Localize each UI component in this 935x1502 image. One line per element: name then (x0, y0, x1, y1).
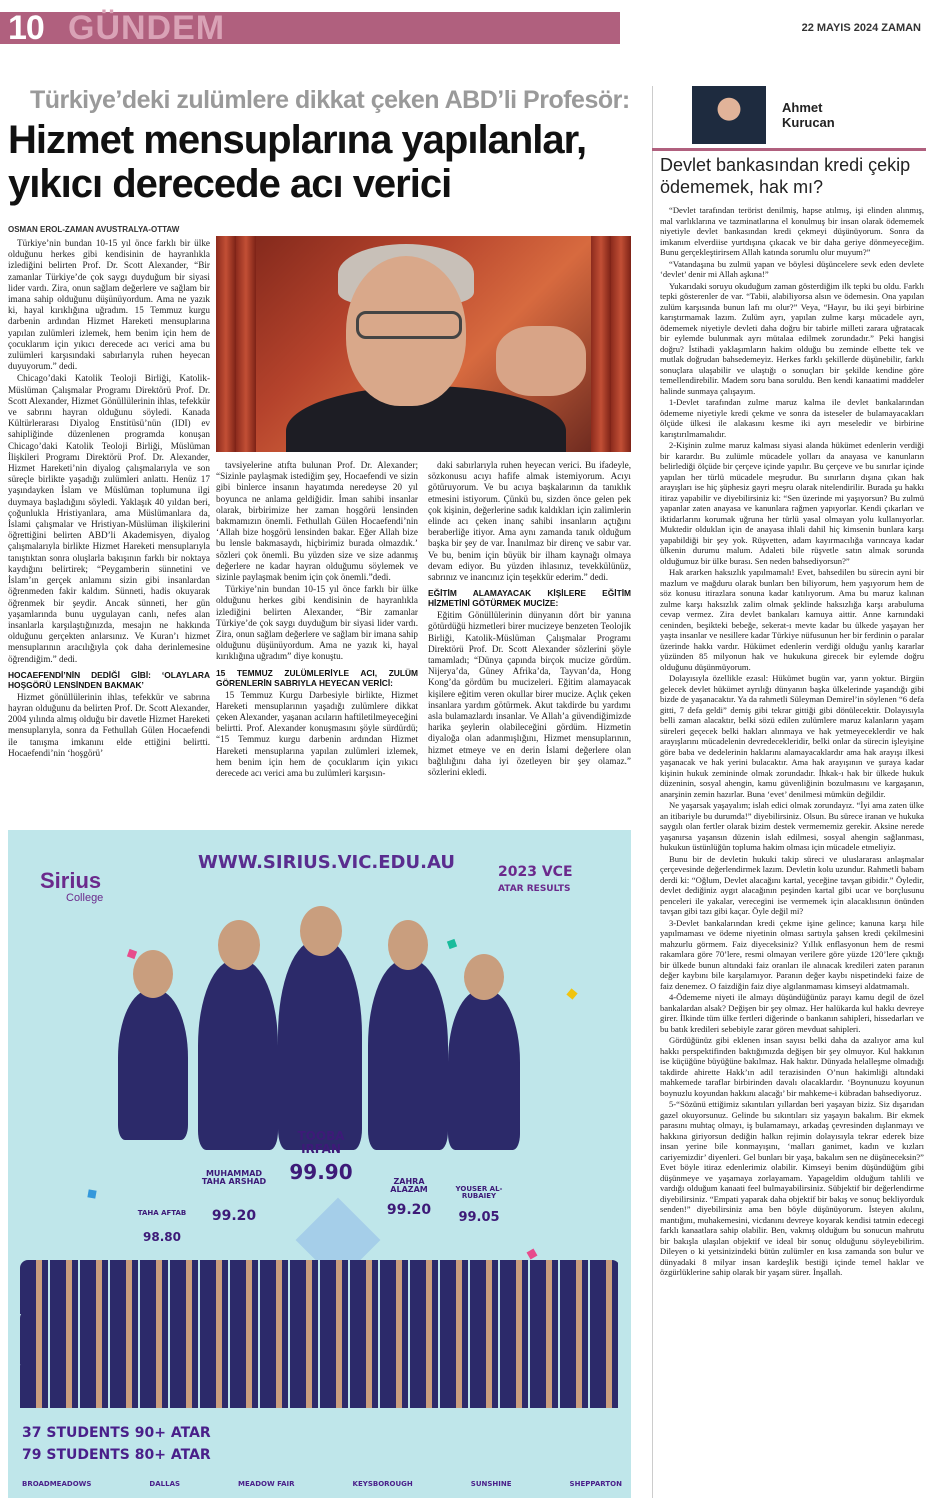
top-student-score: 98.80 (143, 1230, 181, 1244)
headline-line-2: yıkıcı derecede acı verici (8, 162, 452, 206)
ad-url: WWW.SIRIUS.VIC.EDU.AU (198, 852, 455, 873)
graduate-face (133, 950, 173, 998)
campus-list (22, 1480, 622, 1488)
campus-name: MEADOW FAIR (238, 1480, 295, 1488)
ad-stat-80: 79 STUDENTS 80+ ATAR (22, 1447, 211, 1463)
graduate-face (388, 920, 428, 970)
paragraph: 3-Devlet bankalarından kredi çekme işine gelince; kanuna karşı hile yapılmaması ve ödeme niyetinin olması sartıyla şahsen kredi çekilmesini mahzurlu görmem. Faiz diyeceksiniz? Yıllık enflasyonun hem de resmi rakamlara göre 70’lere, resmi olmayan verilere göre yüzde 120’lere çıktığı bir ülkede bunun altındaki faiz oranları ile alınacak kredileri zaten paranın değer kaybını bile karşılamıyor. Paranın değer kaybı nispetindeki faize de faiz denemez. O faizdiğin faiz diye algılanmaması kimseyi aldatmamalı. (660, 917, 924, 991)
column-title-rule (652, 148, 926, 151)
graduate-figure (198, 960, 278, 1150)
campus-name: DALLAS (149, 1480, 181, 1488)
paragraph: Chicago’daki Katolik Teoloji Birliği, Katolik-Müslüman Çalışmalar Programı Direktörü Prof. Dr. Scott Alexander, Hizmet Gönüllülerinin ihlas, tefekkür ve sabrını hayran olduğunu söyledi. Kanada Kültürlerarası Diyalog Enstitüsü’nün (IDI) ev sahipliğinde düzenlenen programda konuşan Chicago’daki Katolik Teoloji Birliği, Müslüman İlişkileri Programı Direktörü Prof. Dr. Alexander, Hizmet Hareketi’nin diyalog çalışmalarıyla ve son süreçle birlikte yaşadığı zulümleri anlattı. Henüz 17 yaşındayken İslam ve Müslüman toplumuna ilgi duymaya başladığını söyledi. Yaklaşık 40 yıldan beri, çoğunlukla Hristiyanlara, ama Müslümanlara da, İslami çalışmalar ve Hristiyan-Müslüman ilişkilerini öğrettiğini belirten ABD’li Akademisyen, diyalog çalışmalarıyla birlikte Hizmet Hareketi mensuplarıyla tanıştıktan sonra oluşlarla bakışının farklı bir noktaya kaydığını belirtirek; “Peygamberin sünnetini ve İslam’ın gerçek anlamını sizin gibi insanlardan öğrenmeden fakir kaldım. Sünneti, hadis okuyarak öğrenmek bir şeydir. Ancak sünneti, her gün yaşamlarında bunu uygulayan canlı, nefes alan insanlarla karşılaştığınızda, mesajın ne hakkında olduğunu gerçekten anlarsınız. Ve Kuran’ı hizmet mensuplarının aracılığıyla çok daha derinlemesine öğrendiğim.” dedi. (8, 373, 210, 664)
figure-glasses (356, 311, 462, 339)
campus-name: BROADMEADOWS (22, 1480, 92, 1488)
ad-vce-subtitle: ATAR RESULTS (498, 884, 571, 894)
top-student-name: YOUSER AL-RUBAIEY (455, 1185, 503, 1201)
top-student-score: 99.90 (289, 1160, 353, 1184)
paragraph: tavsiyelerine atıfta bulunan Prof. Dr. Alexander; “Sizinle paylaşmak istediğim şey, Hocaefendi ve sizin gibi binlerce insanın hayatımda neredeyse 20 yıl boyunca ne anlama geldiğidir. İman sahibi insanlar olarak, birbirimize her zaman hoşgörü lensinden bakmamızın önemli. Fethullah Gülen Hocaefendi’nin ‘Allah bize hoşgörü lensinden bakar. Eğer Allah bize bu lensle bakmasaydı, hiçbirimiz burada olmazdık.’ sözleri çok önemli. Bu yüzden size ve size adanmış değerlere ne kadar hayran olduğumu söylemek ve sizinle paylaşmak benim için çok önemli.”dedi. (216, 460, 418, 583)
article-kicker: Türkiye’deki zulümlere dikkat çeken ABD’li Profesör: (30, 86, 630, 114)
ad-logo: Sirius (40, 868, 102, 893)
page-number: 10 (8, 9, 44, 47)
article-column-2 (216, 460, 418, 828)
paragraph: 2-Kişinin zulme maruz kalması siyasi alanda hükümet edenlerin verdiği bir karardır. Bu zulümle mücadele yolları da anayasa ve kanunların belirlediği ölçüde bir çerçeve içinde yapılır. Bu çerçeve ve bu sınırlar içinde yapılan her türlü mücadele meşrudur. Bu sınırların dışına çıkan hak arayışları ise hiç şüphesiz gayri meşru olarak nitelendirilir. Burada şu hakkı itiraz yapabilir ve diyebilirsiniz ki: “Sen üzerinde mi yaşıyorsun? Bu zulmü yapanlar zaten anayasa ve kanunlara rağmen yapıyorlar. Kendi çıkarları ve iktidarlarını korumak uğruna her türlü yasal olmayan yolu kullanıyorlar. Muktedir olduklan için de anayasa ihlali dahil hiç kimsenin bunlara karşı yapabildiği bir şey yok. Rüşvetten, adam kayırmacılığa varıncaya kadar ülkenin durumu malum. Adaleti bile rüşvetle satın almak sorunda olduğumuz bir ülke burası. Sen neden bahsediyorsun?” (660, 440, 924, 566)
top-student-name: TOOBA IRFAN (297, 1129, 345, 1156)
article-column-1 (8, 238, 210, 828)
paragraph: 15 Temmuz Kurgu Darbesiyle birlikte, Hizmet Hareketi mensuplarının yaşadığı zulümlere dikkat çeken Alexander, yaşanan acıların haftiletilmeyeceğini belirtti. Prof. Alexander konuşmasını şöyle sürdürdü; “15 Temmuz kurgu darbenin ardından Hizmet Hareketi mensuplarına yapılan zulümleri izlemek, hem benim için hem de çocuklarım için yıkıcı derecede acı verici ama bu zulümleri karşısın- (216, 689, 418, 779)
top-student-name: MUHAMMAD TAHA ARSHAD (201, 1169, 267, 1187)
graduate-row (20, 1358, 620, 1408)
top-student-name: ZAHRA ALAZAM (390, 1177, 428, 1195)
graduate-figure (448, 990, 520, 1150)
byline: OSMAN EROL-ZAMAN AVUSTRALYA-OTTAW (8, 225, 180, 234)
paragraph: 4-Ödememe niyeti ile almayı düşündüğünüz parayı kamu degil de özel bankalardan alsak? Değişen bir şey olmaz. Her halükarda kul hakkı devreye girer. İlkinde tüm ülke fertleri diğerinde o bankanın sahipleri, hissedarları ve bu batık kredileri sebebiyle zarar gören mevduat sahipleri. (660, 992, 924, 1034)
subheading: EĞİTİM ALAMAYACAK KİŞİLERE EĞİTİM HİZMETİNİ GÖTÜRMEK MUCİZE: (428, 588, 631, 609)
column-title: Devlet bankasından kredi çekip ödememek, hak mı? (660, 155, 911, 197)
paragraph: Hak ararken haksızlık yapılmamalı! Evet, bahsedilen bu sürecin ayni bir mazlum ve mağduru olarak bunları ben biliyorum, hem yaşıyorum hem de söz konusu itirazlara sonuna kadar katılıyorum. Ama bu maruz kalınan zulme karşı haksızlık zalim olmak şeklinde haksızlığa karşı arabuluma cevap vermez. Zira devlet bankaları kamuya aittir. Anne karnındaki ceninden, beşikteki bebeğe, sekerat-ı mevte kadar bu ülkede yaşayan her yaşta insanlar ve nesillere kadar Türkiye nüfusunun her bir ferdinin o paralar üzerinde hakkı vardır. Hükümet edenlerin verdiği olduğu yanlış kararlar yüzünden 85 milyonun hak ve hukukuna girecek bir eylemde doğru olduğunu düşünmüyorum. (660, 567, 924, 672)
issue-date: 22 MAYIS 2024 ZAMAN (801, 22, 921, 34)
curtain-right (591, 236, 631, 452)
sirius-college-advert (8, 830, 631, 1498)
ad-logo-subtitle: College (66, 892, 104, 904)
graduate-figure (368, 960, 448, 1150)
subheading: 15 TEMMUZ ZULÜMLERİYLE ACI, ZULÜM GÖRENLERİN SABRIYLA HEYECAN VERİCİ: (216, 667, 418, 688)
paragraph: daki sabırlarıyla ruhen heyecan verici. Bu ifadeyle, sözkonusu acıyı hafife almak istemiyorum. Acıyı götüruyorum. Ve bu acıya başkalarının da tanıklık etmesini istiyorum. Çünkü bu, sizden önce gelen pek çok kişinin, değerlerine sadık kaldıkları için zalimlerin elinde acı çeken inanç sahibi insanların açtığını beraberliğe itiyor. Ama aynı zamanda tanık olduğum başka bir şey de var. İnanılmaz bir direnç ve sabır var. Ve bu, benim için büyük bir ilham kaynağı olmaya devam ediyor. Bu yüzden ihlasınız, tevekkülünüz, sabrınız ve inancınız için teşekkür ederim.” dedi. (428, 460, 631, 583)
paragraph: 5-“Sözünü ettiğimiz sıkıntıları yıllardan beri yaşayan biziz. Siz dışarıdan gazel okuyorsunuz. Gelinde bu sıkıntıları siz yaşayın bakalım. Bir ekmek parasını muhtaç olmayı, iş bulamamayı, arkadaş çevresinden dışlanmayı ve hakkına giriyorsun dediğin halkın rejimin dolayısıyla tekrar ederek bize insan yerine bile konmayışını, ‘malları ganimet, kadın ve kızları cariyemizdir’ diyenleri. Gel bunları bir yaşa, bakalım sen ne düşüneceksin?” Evet böyle itiraz edenlerimiz olabilir. Kimseyi benim düşündüğüm gibi düşünmeye ve yaşamaya zorlayamam. Yapageldim olduğum tahlili ve vardığı olduğum kanaati feel bulmayabilirsiniz. Sübjektif bir değerlendirme diyebilirsiniz. “Empati yaparak daha objektif bir bakış ve sonuç bekliyorduk senden!” diyebilirsiniz ama ben böyle düşünüyorum. İsteyen akılını, mantığını, muhakemesini, vicdanını devreye koyarak kendisi tatmin edecegi farklı kanaatlara sahip olabilir. Ben, vakmış olduğum bu sonucun mahrutu bir bakışla ulaşılan objektif ve ideal bir sonuç olduğunu söyleyebilirim. Dileyen o ki yetsinizindeki bütün zulümler en kısa zamanda son bulur ve dünyadaki 8 milyar insan kardeşlik bestiği içinde temel haklar ve özgürlüklerine sahip olarak bir yaşam sürer. İnşallah. (660, 1099, 924, 1277)
curtain-left (216, 236, 256, 452)
paragraph: Türkiye’nin bundan 10-15 yıl önce farklı bir ülke olduğunu herkes gibi kendisinin de hayranlıkla izlediğini belirten Prof. Dr. Scott Alexander, “Bir zamanlar Türkiye’de çok saygı duyduğum bir siyasi lider vardı. Zira, onun sağlam değerlere ve sağlam bir imana sahip olduğunu düşünüyordum. Ama ne yazık ki, hayal kırıklığına uğradım. 15 Temmuz kurgu darbenin ardından Hizmet Hareketi mensuplarına yapılan zulümleri izlemek, hem benim için hem de çocuklarım için yıkıcı derecede acı verici ama bu zulümleri karşısındaki sabırlarıyla ruhen heyecan duyuyorum.” dedi. (8, 238, 210, 372)
graduate-row (20, 1260, 620, 1314)
author-photo (692, 86, 766, 144)
paragraph: 1-Devlet tarafından zulme maruz kalma ile devlet bankalarından ödememe niyetiyle kredi çekme ve sonra da isteseler de bulamayacakları ölçüde ülkesi ile alakasını kesme iki ayrı meseledir ve birbirine karıştırılmamalıdır. (660, 397, 924, 439)
page-header (0, 0, 935, 60)
author-name (782, 100, 835, 130)
column-body (660, 205, 924, 1497)
paragraph: “Devlet tarafından terörist denilmiş, hapse atılmış, işi elinden alınmış, mal varlıklarına ve tazminatlarına el konulmuş bir insan olarak ödememek niyetiyle devlet bankasından kredi çekmeyi düşünüyorum. Sonra da imkanım elverdiise yurtdışına çıkacak ve bir daha geriye dönmeyeceğim. Bunu gerçekleştirirsem Allah katında sorumlu olur muyum?” (660, 205, 924, 257)
article-column-3 (428, 460, 631, 828)
headline-line-1: Hizmet mensuplarına yapılanlar, (8, 118, 587, 162)
ad-vce-title: 2023 VCE (498, 864, 573, 880)
graduate-figure (278, 940, 362, 1150)
ad-stats (22, 1422, 211, 1466)
top-student-score: 99.20 (211, 1208, 257, 1224)
top-student-score: 99.20 (386, 1202, 432, 1218)
paragraph: Gördüğünüz gibi eklenen insan sayısı belki daha da azalıyor ama kul hakkı perspektifinden baktığımızda değişen bir şey olmuyor. Kul hakkının ise küçüğüne büyüğüne bakılmaz. Hak haktır. Dünyada helalleşme olmadığı takdirde ahirette Hakk’ın adil terazisinden O’nun hakimliği altındaki mahkemede taraflar birbirinden davalı olacaklardır. ‘Boynunuzu koyunun boynuzlu koyundan hakkını alacağı’ bir mahkeme-i kübradan bahsediyoruz. (660, 1035, 924, 1098)
campus-name: KEYSBOROUGH (352, 1480, 413, 1488)
article-headline (8, 118, 648, 206)
subheading: HOCAEFENDİ’NİN DEDİĞİ GİBİ: ‘OLAYLARA HOŞGÖRÜ LENSİNDEN BAKMAK’ (8, 669, 210, 690)
author-first-name: Ahmet (782, 100, 823, 115)
campus-name: SUNSHINE (470, 1480, 512, 1488)
top-student-name: TAHA AFTAB (137, 1209, 187, 1217)
graduate-row (20, 1310, 620, 1364)
graduate-figure (118, 990, 188, 1140)
professor-photo (216, 236, 631, 452)
section-title: GÜNDEM (68, 9, 226, 47)
paragraph: Eğitim Gönüllülerinin dünyanın dört bir yanına götürdüğü hizmetleri birer mucizeye benzeten Teolojik Birliği, Katolik-Müslüman Çalışmalar Programı Direktörü Prof. Dr. Scott Alexander sözlerini şöyle tamamladı; “Dünya çapında birçok mucize gördüm. Nijerya’da, Güney Afrika’da, Tayvan’da, Hong Kong’da gördüm bu mucizeleri. Eğitim alamayacak kişilere eğitim veren okullar birer mucize. Açlık çeken insanlara yardım götürmek. Akut takdirde bu yardımı asla bulamazlardı insanlar. Ve Allah’a güvendiğimizde harika şeylerin olabileceğini gördüm. Hizmetin diyaloğa olan adanmışlığını, Hizmet mensuplarının, hizmet etmeye ve en derin İslami değerlere olan bağlılığını daha iyi özetleyen bir şey olamaz.” sözlerini ekledi. (428, 610, 631, 778)
confetti (566, 988, 577, 999)
graduate-face (300, 906, 342, 956)
confetti (447, 939, 457, 949)
confetti (527, 1249, 538, 1260)
paragraph: Hizmet gönüllülerinin ihlas, tefekkür ve sabrına hayran olduğunu da belirten Prof. Dr. Scott Alexander, 2004 yılında almış olduğu bir davetle Hizmet Hareketi mensuplarıyla, sonra da Fethullah Gülen Hocaefendi ile tanışma imkanını elde ettiğini belirtti. Hocaefendi’nin ‘hoşgörü’ (8, 691, 210, 758)
paragraph: Bunu bir de devletin hukuki takip süreci ve uluslararası anlaşmalar çerçevesinde değerlendirmek lazım. Devletin kolu uzundur. Rahmetli babam derdi ki: “Oğlum, Devlet alacağını kartal, yeceğine tavşan gibidir.” Öyledir, devlet dediğiniz aygıt alacağının peşinden kartal gibi ucar ve borçlusunu penceleri ile yakalar, verecegini ise vermemek için alacaklısının önünden tavşan gibi tazı gibi kaçar. Öyle değil mi? (660, 853, 924, 916)
graduate-face (218, 920, 260, 970)
top-student-score: 99.05 (458, 1210, 500, 1225)
confetti (87, 1189, 96, 1198)
ad-stat-90: 37 STUDENTS 90+ ATAR (22, 1425, 211, 1441)
graduate-face (464, 954, 504, 1000)
paragraph: Türkiye’nin bundan 10-15 yıl önce farklı bir ülke olduğunu herkes gibi kendisinin de hayranlıkla izlediğini belirten Alexander, “Bir zamanlar Türkiye’de çok saygı duyduğum bir siyasi lider vardı. Zira, onun sağlam değerlere ve sağlam bir imana sahip olduğunu düşünüyordum. Ama ne yazık ki, hayal kırıklığına uğradım” diye konuştu. (216, 584, 418, 662)
campus-name: SHEPPARTON (569, 1480, 622, 1488)
paragraph: “Vatandaşına bu zulmü yapan ve böylesi düşüncelere sevk eden devlete ‘devlet’ denir mi Allah aşkına!” (660, 258, 924, 279)
confetti (127, 949, 137, 959)
paragraph: Yukarıdaki soruyu okuduğum zaman gösterdiğim ilk tepki bu oldu. Farklı tepki gösterenler de var. “Tabii, alabiliyorsa alsın ve ödemesin. Ona yapılan zulüm karşısında bunun lafı mı olur?” Veya, “Hayır, bu iki şeyi birbirine karıştırmamak lazım. Zulüm ayrı, yapılan zulme karşı mücadele ayrı, ödememek niyetiyle devleti daha doğru bir tabirle milleti zarara uğratacak bir eylemde bulunmak ayrı mütalaa edilmek zorundadır.” Peki hangisi doğru? İstihadi yaklaşımların hakim olduğu bu zeminde elbette tek ve mutlak doğrudan bahsedemeyiz. Herkes farklı şekillerde düşünebilir, farklı sonuçlara ulaşabilir ve ulaştığı o sonuçları bir şekilde kendine göre temellendirebilir. Madem soru bana soruldu. Ben kendi kanaatimi maddeler halinde sunmaya çalışayım. (660, 280, 924, 396)
author-last-name: Kurucan (782, 115, 835, 130)
figure-hand (496, 326, 586, 396)
paragraph: Dolayısıyla özellikle ezasıl: Hükümet bugün var, yarın yoktur. Birgün gelecek devlet hükümet ayrılığı dünyanın başka ülkelerinde yaşandığı gibi bizde de yaşanacaktır. Ya da rahmetli Süleyman Demirel’in söylenen “6 defa gitti, 7 defa geldi” demiş gibi tekrar gittiği gibi dönülecektir. Dolayısıyla belli zaman alacaktır, belki sözü edilen zulümlere maruz kalanların yaşam süreleri geçecek belki hakları alınmaya ve hak yetmeyeceklerdir ve hak arayışlarını mücadelenin devredecekleridir, belki onlar da sürecin işleyişine göre baba ve dedelerinin haklarını alamayacaklardır ama hak arayışı ilkesi yaşanacak ve hak yerini bulacaktır. Ama hak arayışının ve şuraya kadar kişinin hukuk zemininde olmak zorundadır. İhkak-ı hak bir ülkede hukuk düzeninin, sosyal ahengin, kamu güvenliğinin bozulmasını ve kargaşanın, anarşinin zemin hazırlar. Buna ‘evet’ denilmesi mümkün değildir. (660, 673, 924, 799)
paragraph: Ne yaşarsak yaşayalım; islah edici olmak zorundayız. “İyi ama zaten ülke an itibariyle bu durumda!” diyebilirsiniz. Olsun. Bu sürece iranan ve hukuka saygılı olan fertler olarak bizim destek vermememiz gerekir. Aksine nerede yaşanırsa yaşansın düzenin islah edilmesi, sosyal ahengin sağlanması, hukukun üstünlüğün topluma hakim olması için mücadele etmeliyiz. (660, 800, 924, 852)
